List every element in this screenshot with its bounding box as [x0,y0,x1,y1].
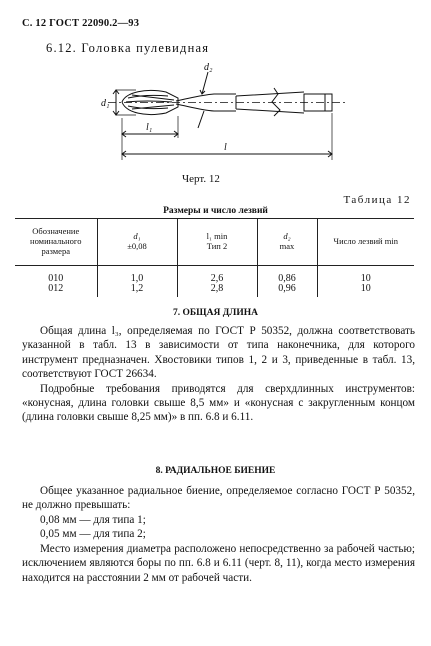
cell-designation: 010 [48,273,64,284]
page-header: С. 12 ГОСТ 22090.2—93 [22,18,140,29]
header-designation: Обозначение номинального размера [30,226,82,256]
cell-d2: 0,86 [257,266,317,285]
table-title: Размеры и число лезвий [163,206,268,216]
section-8-intro [22,484,415,513]
d2-leaders [198,72,208,128]
section-8-paragraph-2: Место измерения диаметра расположено непосредственно за рабочей частью; исключением являются боры по пп. 6.8 и 6.11 (черт. 8, 11), когда место измерения находится на расстоянии 2 мм от рабочей части. [22,543,415,584]
cell-blades: 10 [317,284,414,297]
table-row [15,266,414,285]
section-8-heading: 8. РАДИАЛЬНОЕ БИЕНИЕ [155,466,276,476]
header-l1: l₁ min Тип 2 [177,219,257,266]
cell-d2: 0,96 [257,284,317,297]
cell-designation: 012 [48,283,64,294]
cell-d1: 1,2 [97,284,177,297]
section-7-body [22,324,415,425]
section-title-6-12: 6.12. Головка пулевидная [46,41,210,55]
cell-l1: 2,6 [177,266,257,285]
section-7-paragraph-2: Подробные требования приводятся для сверхдлинных инструментов: «конусная, длина головки свыше 8,5 мм» и «конусная с закругленным концом (длина головки свыше 8,25 мм)» в пп. 6.8 и 6.11. [22,382,415,424]
d1-label: d₁ [101,98,110,109]
section-7-heading: 7. ОБЩАЯ ДЛИНА [173,308,258,318]
cell-l1: 2,8 [177,284,257,297]
flute-lines [126,95,174,109]
l1-label: l₁ [146,122,153,133]
section-8-paragraph-1: Общее указанное радиальное биение, определяемое согласно ГОСТ Р 50352, не должно превышать: [22,485,415,512]
cell-blades: 10 [317,266,414,285]
header-blades: Число лезвий min [317,219,414,266]
table-label: Таблица 12 [343,194,411,206]
dimensions-table [15,218,414,297]
header-d2: d₂ max [257,219,317,266]
d2-label: d₂ [204,62,213,73]
header-d1: d₁ ±0,08 [97,219,177,266]
list-item: 0,08 мм — для типа 1; [40,514,146,526]
runout-limits-list [40,513,146,542]
section-7-paragraph-1: Общая длина l₃, определяемая по ГОСТ Р 50352, должна соответствовать указанной в табл. 13 в зависимости от типа наконечника, для которого инструмент предназначен. Хвостовики типов 1, 2 и 3, приведенные в табл. 13, соответствуют ГОСТ 26634. [22,325,415,381]
figure-caption: Черт. 12 [182,173,220,185]
section-8-body [22,542,415,585]
l-label: l [224,142,227,153]
list-item: 0,05 мм — для типа 2; [40,528,146,541]
table-header-row [15,219,414,266]
cell-d1: 1,0 [97,266,177,285]
table-row [15,284,414,297]
bullet-head-drawing [96,58,416,170]
